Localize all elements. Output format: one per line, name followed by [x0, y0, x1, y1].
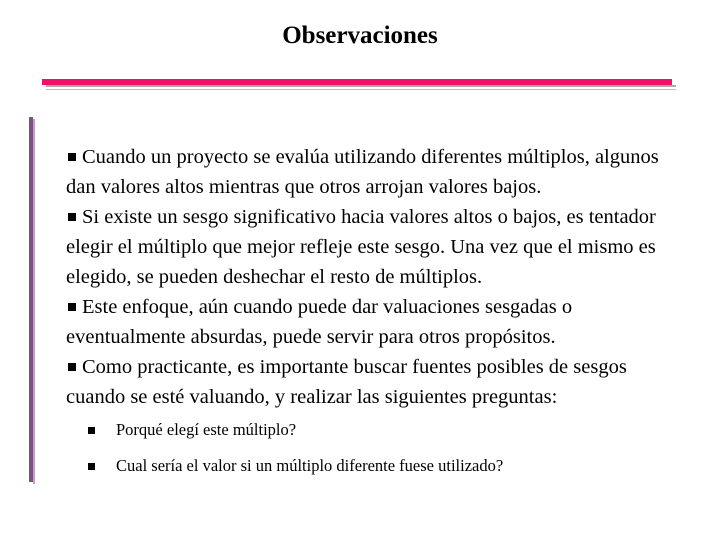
bullet-item: [66, 352, 686, 412]
title-underline-shadow: [46, 85, 676, 87]
sub-bullet-item: [66, 456, 686, 476]
bullet-text: Si existe un sesgo significativo hacia valores altos o bajos, es tentador elegir el múltiplo que mejor refleje este sesgo. Una vez que el mismo es elegido, se pueden deshechar el resto de múltiplos.: [66, 206, 656, 288]
bullet-item: [66, 292, 686, 352]
bullet-item: [66, 142, 686, 202]
square-bullet-icon: [68, 363, 76, 371]
title-underline-shadow-2: [46, 89, 676, 90]
square-bullet-icon: [68, 213, 76, 221]
square-bullet-icon: [68, 303, 76, 311]
square-bullet-icon: [68, 153, 76, 161]
sub-bullet-item: [66, 420, 686, 440]
slide-title: Observaciones: [282, 22, 438, 49]
bullet-text: Este enfoque, aún cuando puede dar valuaciones sesgadas o eventualmente absurdas, puede servir para otros propósitos.: [66, 296, 573, 348]
square-bullet-icon: [88, 463, 95, 470]
bullet-text: Cuando un proyecto se evalúa utilizando diferentes múltiplos, algunos dan valores altos mientras que otros arrojan valores bajos.: [66, 146, 659, 198]
bullet-text: Como practicante, es importante buscar fuentes posibles de sesgos cuando se esté valuando, y realizar las siguientes preguntas:: [66, 356, 627, 408]
bullet-item: [66, 202, 686, 292]
sub-bullet-text: Porqué elegí este múltiplo?: [116, 420, 297, 439]
sub-bullet-list: [66, 420, 686, 476]
bullet-list: [66, 142, 686, 492]
left-accent-bar-shadow: [33, 119, 35, 484]
square-bullet-icon: [88, 427, 95, 434]
sub-bullet-text: Cual sería el valor si un múltiplo diferente fuese utilizado?: [116, 456, 504, 475]
